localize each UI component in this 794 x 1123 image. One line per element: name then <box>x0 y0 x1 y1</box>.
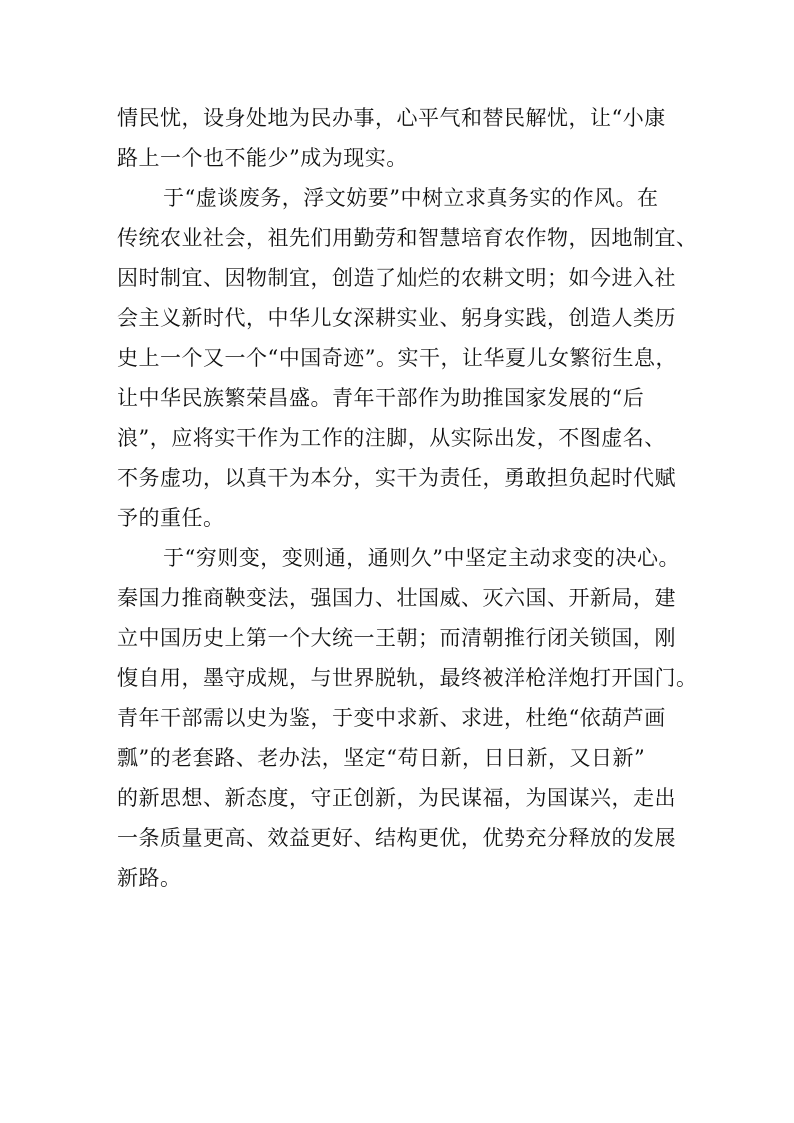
text-line: 传统农业社会，祖先们用勤劳和智慧培育农作物，因地制宜、 <box>117 226 698 250</box>
text-line: 史上一个又一个“中国奇迹”。实干，让华夏儿女繁衍生息， <box>117 346 677 370</box>
paragraph <box>117 178 698 538</box>
text-line: 情民忧，设身处地为民办事，心平气和替民解忧，让“小康 <box>117 106 666 130</box>
text-line: 青年干部需以史为鉴，于变中求新、求进，杜绝“依葫芦画 <box>117 706 666 730</box>
text-line: 秦国力推商鞅变法，强国力、壮国威、灭六国、开新局，建 <box>117 586 676 610</box>
text-line: 路上一个也不能少”成为现实。 <box>117 146 408 170</box>
text-line: 新路。 <box>117 866 182 890</box>
paragraph <box>117 98 687 178</box>
body-text <box>117 98 698 898</box>
text-line: 予的重任。 <box>117 506 225 530</box>
text-line: 因时制宜、因物制宜，创造了灿烂的农耕文明；如今进入社 <box>117 266 676 290</box>
text-line: 会主义新时代，中华儿女深耕实业、躬身实践，创造人类历 <box>117 306 676 330</box>
text-line: 不务虚功，以真干为本分，实干为责任，勇敢担负起时代赋 <box>117 466 676 490</box>
text-line: 于“虚谈废务，浮文妨要”中树立求真务实的作风。在 <box>163 186 659 210</box>
text-line: 于“穷则变，变则通，通则久”中坚定主动求变的决心。 <box>163 546 680 570</box>
text-line: 立中国历史上第一个大统一王朝；而清朝推行闭关锁国，刚 <box>117 626 676 650</box>
paragraph <box>117 538 698 898</box>
text-line: 让中华民族繁荣昌盛。青年干部作为助推国家发展的“后 <box>117 386 645 410</box>
text-line: 瓢”的老套路、老办法，坚定“苟日新，日日新，又日新” <box>117 746 646 770</box>
text-line: 一条质量更高、效益更好、结构更优，优势充分释放的发展 <box>117 826 676 850</box>
text-line: 愎自用，墨守成规，与世界脱轨，最终被洋枪洋炮打开国门。 <box>117 666 698 690</box>
text-line: 浪”，应将实干作为工作的注脚，从实际出发，不图虚名、 <box>117 426 666 450</box>
text-line: 的新思想、新态度，守正创新，为民谋福，为国谋兴，走出 <box>117 786 676 810</box>
